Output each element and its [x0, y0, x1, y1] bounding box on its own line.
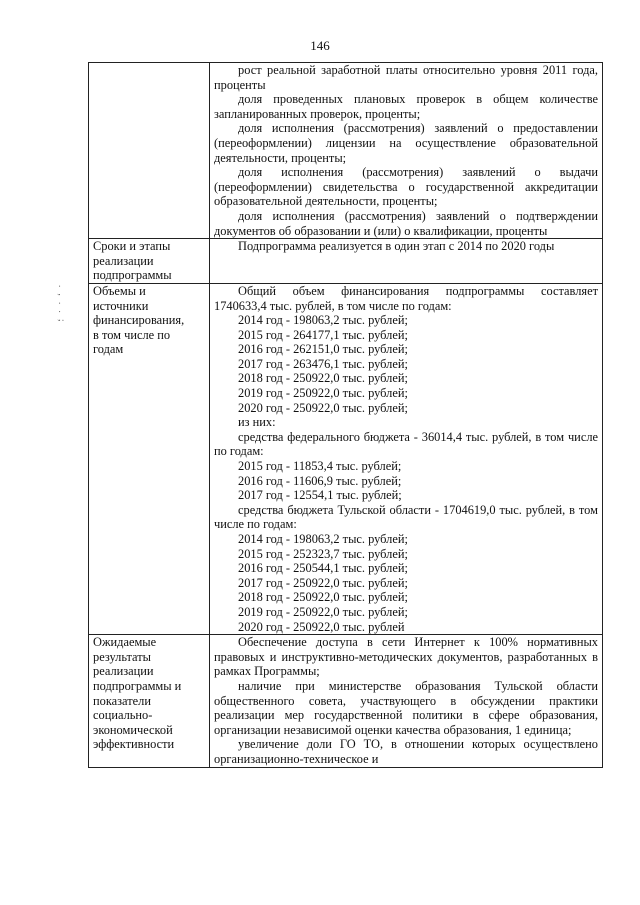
year-regional-line: 2017 год - 250922,0 тыс. рублей;: [238, 575, 408, 590]
results-label: [89, 635, 210, 767]
of-them-label: из них:: [238, 415, 276, 430]
table-row: [89, 63, 603, 239]
label-line: социально-: [93, 708, 153, 723]
label-line: Ожидаемые: [93, 635, 157, 650]
year-total-line: 2019 год - 250922,0 тыс. рублей;: [238, 386, 408, 401]
year-total-line: 2016 год - 262151,0 тыс. рублей;: [238, 342, 408, 357]
label-line: эффективности: [93, 737, 175, 752]
table-row: [89, 635, 603, 767]
label-line: реализации: [93, 664, 154, 679]
indicator-item: доля исполнения (рассмотрения) заявлений о подтверждении документов об образовании и (или) о квалификации, проценты: [214, 208, 598, 238]
year-regional-line: 2019 год - 250922,0 тыс. рублей;: [238, 604, 408, 619]
year-regional-line: 2014 год - 198063,2 тыс. рублей;: [238, 532, 408, 546]
year-total-line: 2020 год - 250922,0 тыс. рублей;: [238, 400, 408, 415]
table-row: [89, 283, 603, 634]
label-line: реализации: [93, 253, 154, 268]
year-regional-line: 2015 год - 252323,7 тыс. рублей;: [238, 546, 408, 561]
year-total-line: 2014 год - 198063,2 тыс. рублей;: [238, 313, 408, 328]
federal-intro: средства федерального бюджета - 36014,4 тыс. рублей, в том числе по годам:: [214, 429, 598, 459]
year-federal-line: 2015 год - 11853,4 тыс. рублей;: [238, 459, 402, 474]
result-item: Обеспечение доступа в сети Интернет к 100% нормативных правовых и инструктивно-методических документов, разработанных в рамках Программы;: [214, 635, 598, 679]
funding-label: [89, 283, 210, 634]
year-total-line: 2017 год - 263476,1 тыс. рублей;: [238, 356, 408, 371]
label-line: подпрограммы и: [93, 678, 182, 693]
result-item: увеличение доли ГО ТО, в отношении которых осуществлено организационно-техническое и: [214, 737, 598, 766]
label-line: в том числе по: [93, 327, 171, 342]
regional-intro: средства бюджета Тульской области - 1704619,0 тыс. рублей, в том числе по годам:: [214, 502, 598, 532]
label-line: финансирования,: [93, 313, 185, 328]
label-line: подпрограммы: [93, 268, 172, 283]
year-total-line: 2015 год - 264177,1 тыс. рублей;: [238, 327, 408, 342]
year-regional-line: 2018 год - 250922,0 тыс. рублей;: [238, 590, 408, 605]
terms-cell: [210, 239, 603, 284]
indicator-item: доля проведенных плановых проверок в общем количестве запланированных проверок, проценты;: [214, 92, 598, 121]
row-label-empty: [89, 63, 210, 239]
year-federal-line: 2016 год - 11606,9 тыс. рублей;: [238, 473, 402, 488]
label-line: источники: [93, 298, 149, 313]
year-regional-line: 2016 год - 250544,1 тыс. рублей;: [238, 561, 408, 576]
label-line: годам: [93, 342, 124, 357]
terms-text: Подпрограмма реализуется в один этап с 2014 по 2020 годы: [238, 239, 555, 254]
funding-intro: Общий объем финансирования подпрограммы составляет 1740633,4 тыс. рублей, в том числе по годам:: [214, 283, 598, 313]
year-total-line: 2018 год - 250922,0 тыс. рублей;: [238, 371, 408, 386]
margin-marks: . , . . ;: [57, 285, 67, 324]
label-line: Сроки и этапы: [93, 239, 171, 254]
funding-cell: [210, 283, 603, 634]
terms-label: [89, 239, 210, 284]
indicator-item: рост реальной заработной платы относительно уровня 2011 года, проценты: [214, 63, 598, 92]
label-line: показатели: [93, 693, 151, 708]
passport-table: [88, 62, 603, 768]
indicator-item: доля исполнения (рассмотрения) заявлений о предоставлении (переоформлении) лицензии на осуществление образовательной деятельности, проценты;: [214, 121, 598, 165]
table-row: [89, 239, 603, 284]
result-item: наличие при министерстве образования Тульской области общественного совета, участвующего в обсуждении практики реализации мер государственной политики в сфере образования, организации независимой оценки качества образования, 1 единица;: [214, 678, 598, 737]
indicator-item: доля исполнения (рассмотрения) заявлений о выдачи (переоформлении) свидетельства о государственной аккредитации образовательной деятельности, проценты;: [214, 165, 598, 209]
label-line: результаты: [93, 649, 151, 664]
indicators-cell: [210, 63, 603, 239]
results-cell: [210, 635, 603, 767]
label-line: экономической: [93, 722, 173, 737]
year-federal-line: 2017 год - 12554,1 тыс. рублей;: [238, 488, 402, 503]
year-regional-line: 2020 год - 250922,0 тыс. рублей: [238, 619, 405, 634]
label-line: Объемы и: [93, 283, 146, 298]
page-number: 146: [310, 38, 330, 53]
